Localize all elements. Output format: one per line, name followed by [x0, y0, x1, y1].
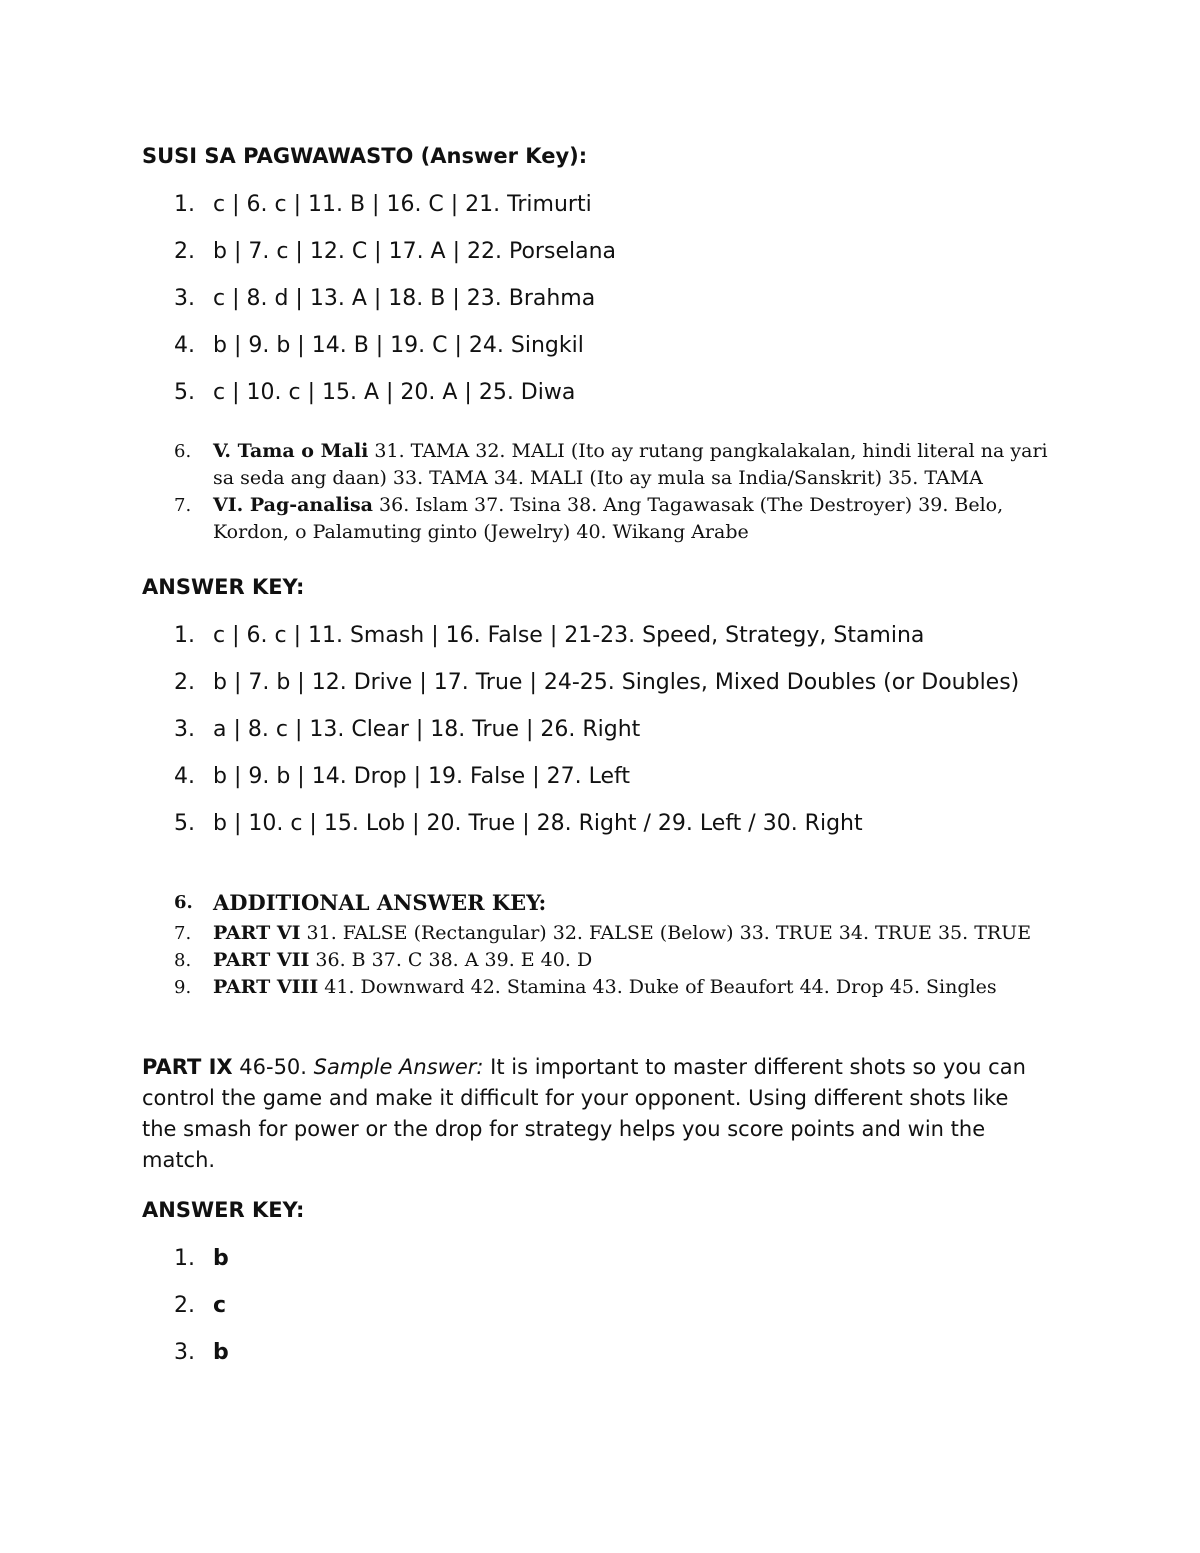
part-label: PART VIII: [213, 976, 319, 998]
item-text: 31. FALSE (Rectangular) 32. FALSE (Below) 33. TRUE 34. TRUE 35. TRUE: [300, 922, 1032, 944]
item-number: 4.: [174, 333, 195, 358]
item-text: 36. Islam 37. Tsina 38. Ang Tagawasak (The Destroyer) 39. Belo, Kordon, o Palamuting ginto (Jewelry) 40. Wikang Arabe: [213, 494, 1004, 543]
list-item: [142, 377, 1062, 408]
item-text: c | 8. d | 13. A | 18. B | 23. Brahma: [213, 286, 596, 311]
item-number: 9.: [174, 977, 192, 998]
part-label: V. Tama o Mali: [213, 440, 369, 462]
item-number: 1.: [174, 1246, 195, 1271]
list-item: [142, 438, 1062, 492]
item-number: 6.: [174, 441, 192, 462]
extra-list: [142, 889, 1062, 1001]
item-text: b | 7. b | 12. Drive | 17. True | 24-25. Singles, Mixed Doubles (or Doubles): [213, 670, 1020, 695]
answer-key-section-3: [142, 1196, 1062, 1384]
item-number: 5.: [174, 380, 195, 405]
list-item: [142, 974, 1062, 1001]
list-item: [142, 189, 1062, 220]
item-text: b | 9. b | 14. Drop | 19. False | 27. Left: [213, 764, 630, 789]
item-number: 2.: [174, 1293, 195, 1318]
item-number: 5.: [174, 811, 195, 836]
answer-list: [142, 620, 1062, 839]
list-item: [142, 947, 1062, 974]
list-item: [142, 283, 1062, 314]
list-item: [142, 330, 1062, 361]
item-number: 7.: [174, 923, 192, 944]
item-text: c | 6. c | 11. Smash | 16. False | 21-23. Speed, Strategy, Stamina: [213, 623, 925, 648]
part-label: PART IX: [142, 1055, 233, 1079]
item-number: 3.: [174, 1340, 195, 1365]
list-item: [142, 920, 1062, 947]
item-text: 31. TAMA 32. MALI (Ito ay rutang pangkalakalan, hindi literal na yari sa seda ang daan) 33. TAMA 34. MALI (Ito ay mula sa India/Sanskrit) 35. TAMA: [213, 440, 1048, 489]
item-text: a | 8. c | 13. Clear | 18. True | 26. Right: [213, 717, 641, 742]
item-text: b: [213, 1340, 229, 1365]
part-ix-section: [142, 1052, 1042, 1176]
item-text: c | 10. c | 15. A | 20. A | 25. Diwa: [213, 380, 576, 405]
item-number: 1.: [174, 623, 195, 648]
item-number: 8.: [174, 950, 192, 971]
item-number: 1.: [174, 192, 195, 217]
list-item: [142, 889, 1062, 916]
list-item: [142, 236, 1062, 267]
section-heading: SUSI SA PAGWAWASTO (Answer Key):: [142, 144, 588, 168]
answer-list: [142, 1243, 1062, 1368]
sample-answer-text: It is important to master different shots so you can control the game and make it difficult for your opponent. Using different shots like the smash for power or the drop for strategy helps you score points and win the match.: [142, 1055, 1026, 1172]
part-label: ADDITIONAL ANSWER KEY:: [213, 890, 547, 915]
list-item: [142, 714, 1062, 745]
list-item: [142, 761, 1062, 792]
item-text: c | 6. c | 11. B | 16. C | 21. Trimurti: [213, 192, 592, 217]
sample-answer-label: Sample Answer:: [313, 1055, 484, 1079]
item-text: b: [213, 1246, 229, 1271]
part-label: VI. Pag-analisa: [213, 494, 373, 516]
item-text: c: [213, 1293, 227, 1318]
list-item: [142, 620, 1062, 651]
item-text: b | 9. b | 14. B | 19. C | 24. Singkil: [213, 333, 584, 358]
item-number: 2.: [174, 239, 195, 264]
list-item: [142, 1337, 1062, 1368]
list-item: [142, 492, 1062, 546]
item-number: 7.: [174, 495, 192, 516]
section-heading: ANSWER KEY:: [142, 575, 305, 599]
item-text: 36. B 37. C 38. A 39. E 40. D: [309, 949, 593, 971]
section-heading: ANSWER KEY:: [142, 1198, 305, 1222]
part-label: PART VI: [213, 922, 301, 944]
list-item: [142, 667, 1062, 698]
part-label: PART VII: [213, 949, 310, 971]
item-text: b | 10. c | 15. Lob | 20. True | 28. Right / 29. Left / 30. Right: [213, 811, 863, 836]
part-ix-paragraph: [142, 1052, 1042, 1176]
answer-key-section-2: [142, 573, 1062, 855]
list-item: [142, 1290, 1062, 1321]
item-number: 3.: [174, 717, 195, 742]
part-range: 46-50.: [232, 1055, 314, 1079]
list-item: [142, 1243, 1062, 1274]
item-text: b | 7. c | 12. C | 17. A | 22. Porselana: [213, 239, 616, 264]
answer-key-section-1: [142, 142, 1062, 424]
item-number: 4.: [174, 764, 195, 789]
answer-key-section-2-extra: [142, 889, 1062, 1001]
answer-list: [142, 189, 1062, 408]
item-number: 2.: [174, 670, 195, 695]
item-text: 41. Downward 42. Stamina 43. Duke of Beaufort 44. Drop 45. Singles: [318, 976, 997, 998]
list-item: [142, 808, 1062, 839]
item-number: 3.: [174, 286, 195, 311]
extra-list: [142, 438, 1062, 546]
answer-key-section-1-extra: [142, 438, 1062, 546]
item-number: 6.: [174, 892, 193, 913]
